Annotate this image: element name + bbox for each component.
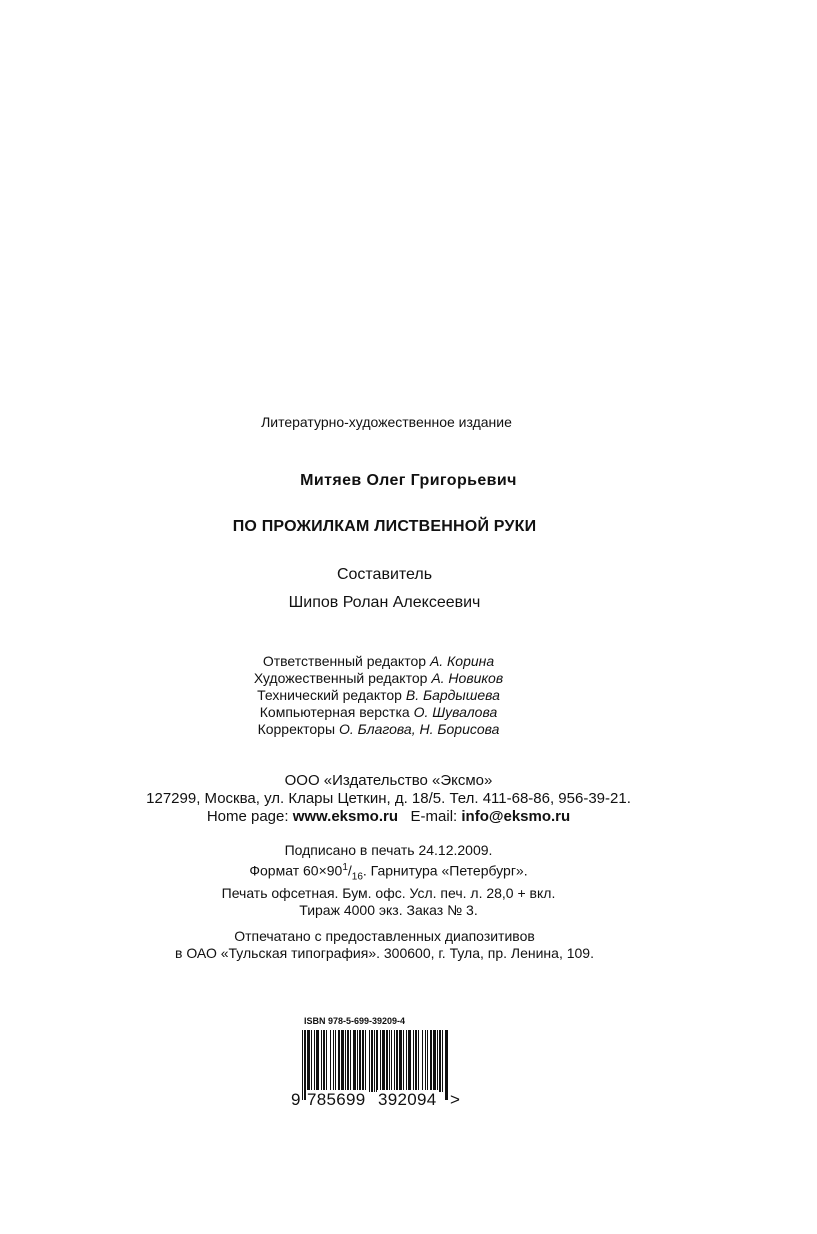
barcode-bar [347,1030,349,1092]
barcode-digit-group2: 392094 [378,1090,437,1109]
signed-date: Подписано в печать 24.12.2009. [284,842,493,858]
barcode-bar [335,1030,336,1092]
compiler-name: Шипов Ролан Алексеевич [288,594,481,611]
barcode-bar [408,1030,411,1092]
credit-person: А. Новиков [431,670,504,686]
credit-role: Корректоры [257,721,336,737]
barcode-bar [314,1030,315,1092]
barcode-bar [326,1030,327,1092]
compiler-label: Составитель [336,566,433,583]
homepage-link: www.eksmo.ru [292,808,399,825]
email-label: E-mail: [410,808,458,825]
print-info-block [0,842,797,919]
format-line: Формат $60\times 90^1/_{16}$. Гарнитура «Петербург». [249,862,528,883]
printed-by-line1: Отпечатано с предоставленных диапозитивов [234,928,535,944]
barcode-bar [415,1030,417,1092]
email-link: info@eksmo.ru [461,808,571,825]
barcode-bar [418,1030,419,1092]
barcode-bar [369,1030,370,1092]
barcode-bar [403,1030,404,1092]
printed-by-line2: в ОАО «Тульская типография». 300600, г. Тула, пр. Ленина, 109. [175,945,594,961]
barcode-bar [445,1030,448,1100]
barcode-bar [386,1030,388,1092]
credit-role: Компьютерная верстка [259,704,410,720]
barcode-bar [394,1030,395,1092]
publisher-address: 127299, Москва, ул. Клары Цеткин, д. 18/5. Тел. 411-68-86, 956-39-21. [146,790,631,807]
barcode-bar [359,1030,361,1092]
format-prefix: Формат 60×90 [249,862,343,879]
format-numerator: 1 [342,862,348,873]
barcode-bar [374,1030,375,1092]
barcode-bar [396,1030,398,1092]
credit-role: Художественный редактор [253,670,428,686]
credit-person: О. Шувалова [413,704,498,720]
barcode-bar [437,1030,438,1092]
barcode-bar [350,1030,351,1092]
barcode-bar [323,1030,325,1092]
barcode-bar [365,1030,366,1092]
credit-row [0,704,787,721]
isbn-number: ISBN 978-5-699-39209-4 [304,1016,406,1026]
barcode-arrow: > [450,1090,460,1109]
publisher-block [0,772,797,826]
barcode-bar [433,1030,436,1092]
barcode-bar [316,1030,319,1092]
credit-role: Ответственный редактор [262,653,427,669]
printed-by-block [0,928,793,962]
book-title: ПО ПРОЖИЛКАМ ЛИСТВЕННОЙ РУКИ [232,518,537,535]
credit-person: А. Корина [429,653,495,669]
barcode-bar [425,1030,426,1092]
credits-block [0,653,787,738]
barcode-bar [399,1030,402,1092]
barcode-bar [371,1030,373,1092]
barcode-bar [353,1030,356,1092]
barcode-bar [330,1030,331,1092]
format-denominator: 16 [351,871,363,883]
credit-row [0,687,787,704]
barcode-bar [439,1030,441,1092]
credit-person: О. Благова, Н. Борисова [338,721,500,737]
barcode-bar [413,1030,414,1092]
barcode-bar [422,1030,423,1092]
author-name: Митяев Олег Григорьевич [300,472,517,489]
barcode-bar [311,1030,312,1092]
barcode-bar [406,1030,407,1092]
barcode-bar [362,1030,364,1092]
credit-row [0,653,787,670]
edition-type: Литературно-художественное издание [261,414,512,430]
format-suffix: . Гарнитура «Петербург». [362,862,528,879]
barcode-bar [333,1030,334,1092]
barcode-digit-first: 9 [291,1090,301,1109]
barcode-bar [357,1030,358,1092]
barcode-digit-group1: 785699 [307,1090,366,1109]
barcode-bar [307,1030,310,1092]
barcode-bar [382,1030,385,1092]
print-run: Тираж 4000 экз. Заказ № 3. [299,902,478,919]
credit-row [0,721,787,738]
publisher-name: ООО «Издательство «Эксмо» [284,772,493,789]
barcode-bar [341,1030,344,1092]
barcode-bar [376,1030,378,1092]
paper-line: Печать офсетная. Бум. офс. Усл. печ. л. 28,0 + вкл. [221,885,556,902]
barcode-bar [442,1030,443,1092]
homepage-label: Home page: [206,808,289,825]
barcode-bar [345,1030,346,1092]
barcode-bar [321,1030,322,1092]
credit-role: Технический редактор [257,687,402,703]
barcode-bar [427,1030,428,1092]
credit-person: В. Бардышева [405,687,500,703]
credit-row [0,670,787,687]
barcode-bar [380,1030,381,1092]
barcode-bar [389,1030,390,1092]
barcode-bar [302,1030,303,1100]
publisher-contacts [0,808,797,826]
barcode-bar [430,1030,432,1092]
barcode-bar [338,1030,340,1092]
